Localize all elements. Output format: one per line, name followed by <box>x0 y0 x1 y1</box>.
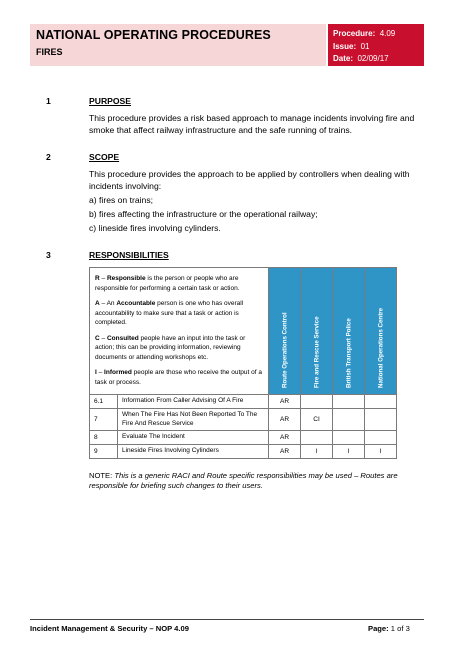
raci-cell <box>333 409 365 431</box>
raci-cell <box>301 395 333 409</box>
role-header-route-operations-control: Route Operations Control <box>269 268 301 395</box>
table-row <box>90 395 397 409</box>
raci-cell <box>301 431 333 445</box>
footer-page-number <box>368 624 410 633</box>
footer-divider <box>30 619 424 620</box>
definition-accountable: A – An Accountable person is one who has overall accountability to make sure that a task or action is completed. <box>95 300 244 326</box>
raci-table <box>89 267 397 459</box>
table-row <box>90 409 397 431</box>
definition-informed: I – Informed people are those who receive the output of a task or process. <box>95 369 262 386</box>
raci-cell <box>333 395 365 409</box>
page-label: Page: <box>368 624 389 633</box>
procedure-label: Procedure: <box>333 29 376 38</box>
date-label: Date: <box>333 54 354 63</box>
header-title-block <box>30 24 326 66</box>
definition-consulted: C – Consulted people have an input into the task or action; this can be providing information, reviewing documents or attending workshops etc. <box>95 334 246 361</box>
row-number: 8 <box>90 431 118 445</box>
section-1-text: This procedure provides a risk based approach to manage incidents involving fire and smoke that affect railway infrastructure and the safe running of trains. <box>89 113 415 135</box>
raci-header-row <box>90 268 397 395</box>
page-value: 1 of 3 <box>388 624 410 633</box>
section-2-heading: SCOPE <box>89 152 120 162</box>
date-value: 02/09/17 <box>357 54 389 63</box>
section-3-heading: RESPONSIBILITIES <box>89 250 169 260</box>
role-header-national-operations-centre: National Operations Centre <box>365 268 397 395</box>
section-3-number: 3 <box>46 250 51 260</box>
row-task: Evaluate The Incident <box>118 431 269 445</box>
raci-cell: AR <box>269 445 301 459</box>
table-row <box>90 431 397 445</box>
issue-label: Issue: <box>333 41 357 51</box>
raci-cell <box>365 409 397 431</box>
document-subtitle: FIRES <box>36 47 63 57</box>
section-2-intro: This procedure provides the approach to be applied by controllers when dealing with incidents involving: <box>89 169 410 191</box>
note-text: This is a generic RACI and Route specific responsibilities may be used – Routes are responsible for briefing such changes to their users. <box>89 471 398 490</box>
document-title: NATIONAL OPERATING PROCEDURES <box>36 28 271 42</box>
raci-cell: I <box>365 445 397 459</box>
procedure-value: 4.09 <box>379 29 396 38</box>
raci-cell: AR <box>269 395 301 409</box>
role-header-british-transport-police: British Transport Police <box>333 268 365 395</box>
definition-responsible: R – Responsible is the person or people who are responsible for performing a certain task or action. <box>95 275 240 292</box>
row-task: Information From Caller Advising Of A Fire <box>118 395 269 409</box>
header-meta-block <box>328 24 424 66</box>
procedure-line <box>333 28 424 41</box>
section-2-number: 2 <box>46 152 51 162</box>
table-row <box>90 445 397 459</box>
row-number: 9 <box>90 445 118 459</box>
footer-document-ref: Incident Management & Security – NOP 4.09 <box>30 624 189 633</box>
raci-cell <box>365 395 397 409</box>
scope-item-a: a) fires on trains; <box>89 195 153 205</box>
row-task: When The Fire Has Not Been Reported To The Fire And Rescue Service <box>118 409 269 431</box>
raci-cell: CI <box>301 409 333 431</box>
issue-value: 01 <box>360 41 370 51</box>
section-1-number: 1 <box>46 96 51 106</box>
raci-cell: AR <box>269 409 301 431</box>
raci-cell: AR <box>269 431 301 445</box>
note-label: NOTE: <box>89 471 115 480</box>
row-number: 6.1 <box>90 395 118 409</box>
issue-line <box>333 41 424 54</box>
section-1-heading: PURPOSE <box>89 96 132 106</box>
raci-cell <box>365 431 397 445</box>
row-task: Lineside Fires Involving Cylinders <box>118 445 269 459</box>
raci-note <box>89 471 424 491</box>
scope-item-b: b) fires affecting the infrastructure or the operational railway; <box>89 209 318 219</box>
scope-item-c: c) lineside fires involving cylinders. <box>89 223 221 233</box>
row-number: 7 <box>90 409 118 431</box>
date-line <box>333 53 424 66</box>
raci-definitions <box>90 268 269 395</box>
raci-cell: I <box>333 445 365 459</box>
raci-cell <box>333 431 365 445</box>
role-header-fire-and-rescue-service: Fire and Rescue Service <box>301 268 333 395</box>
raci-cell: I <box>301 445 333 459</box>
